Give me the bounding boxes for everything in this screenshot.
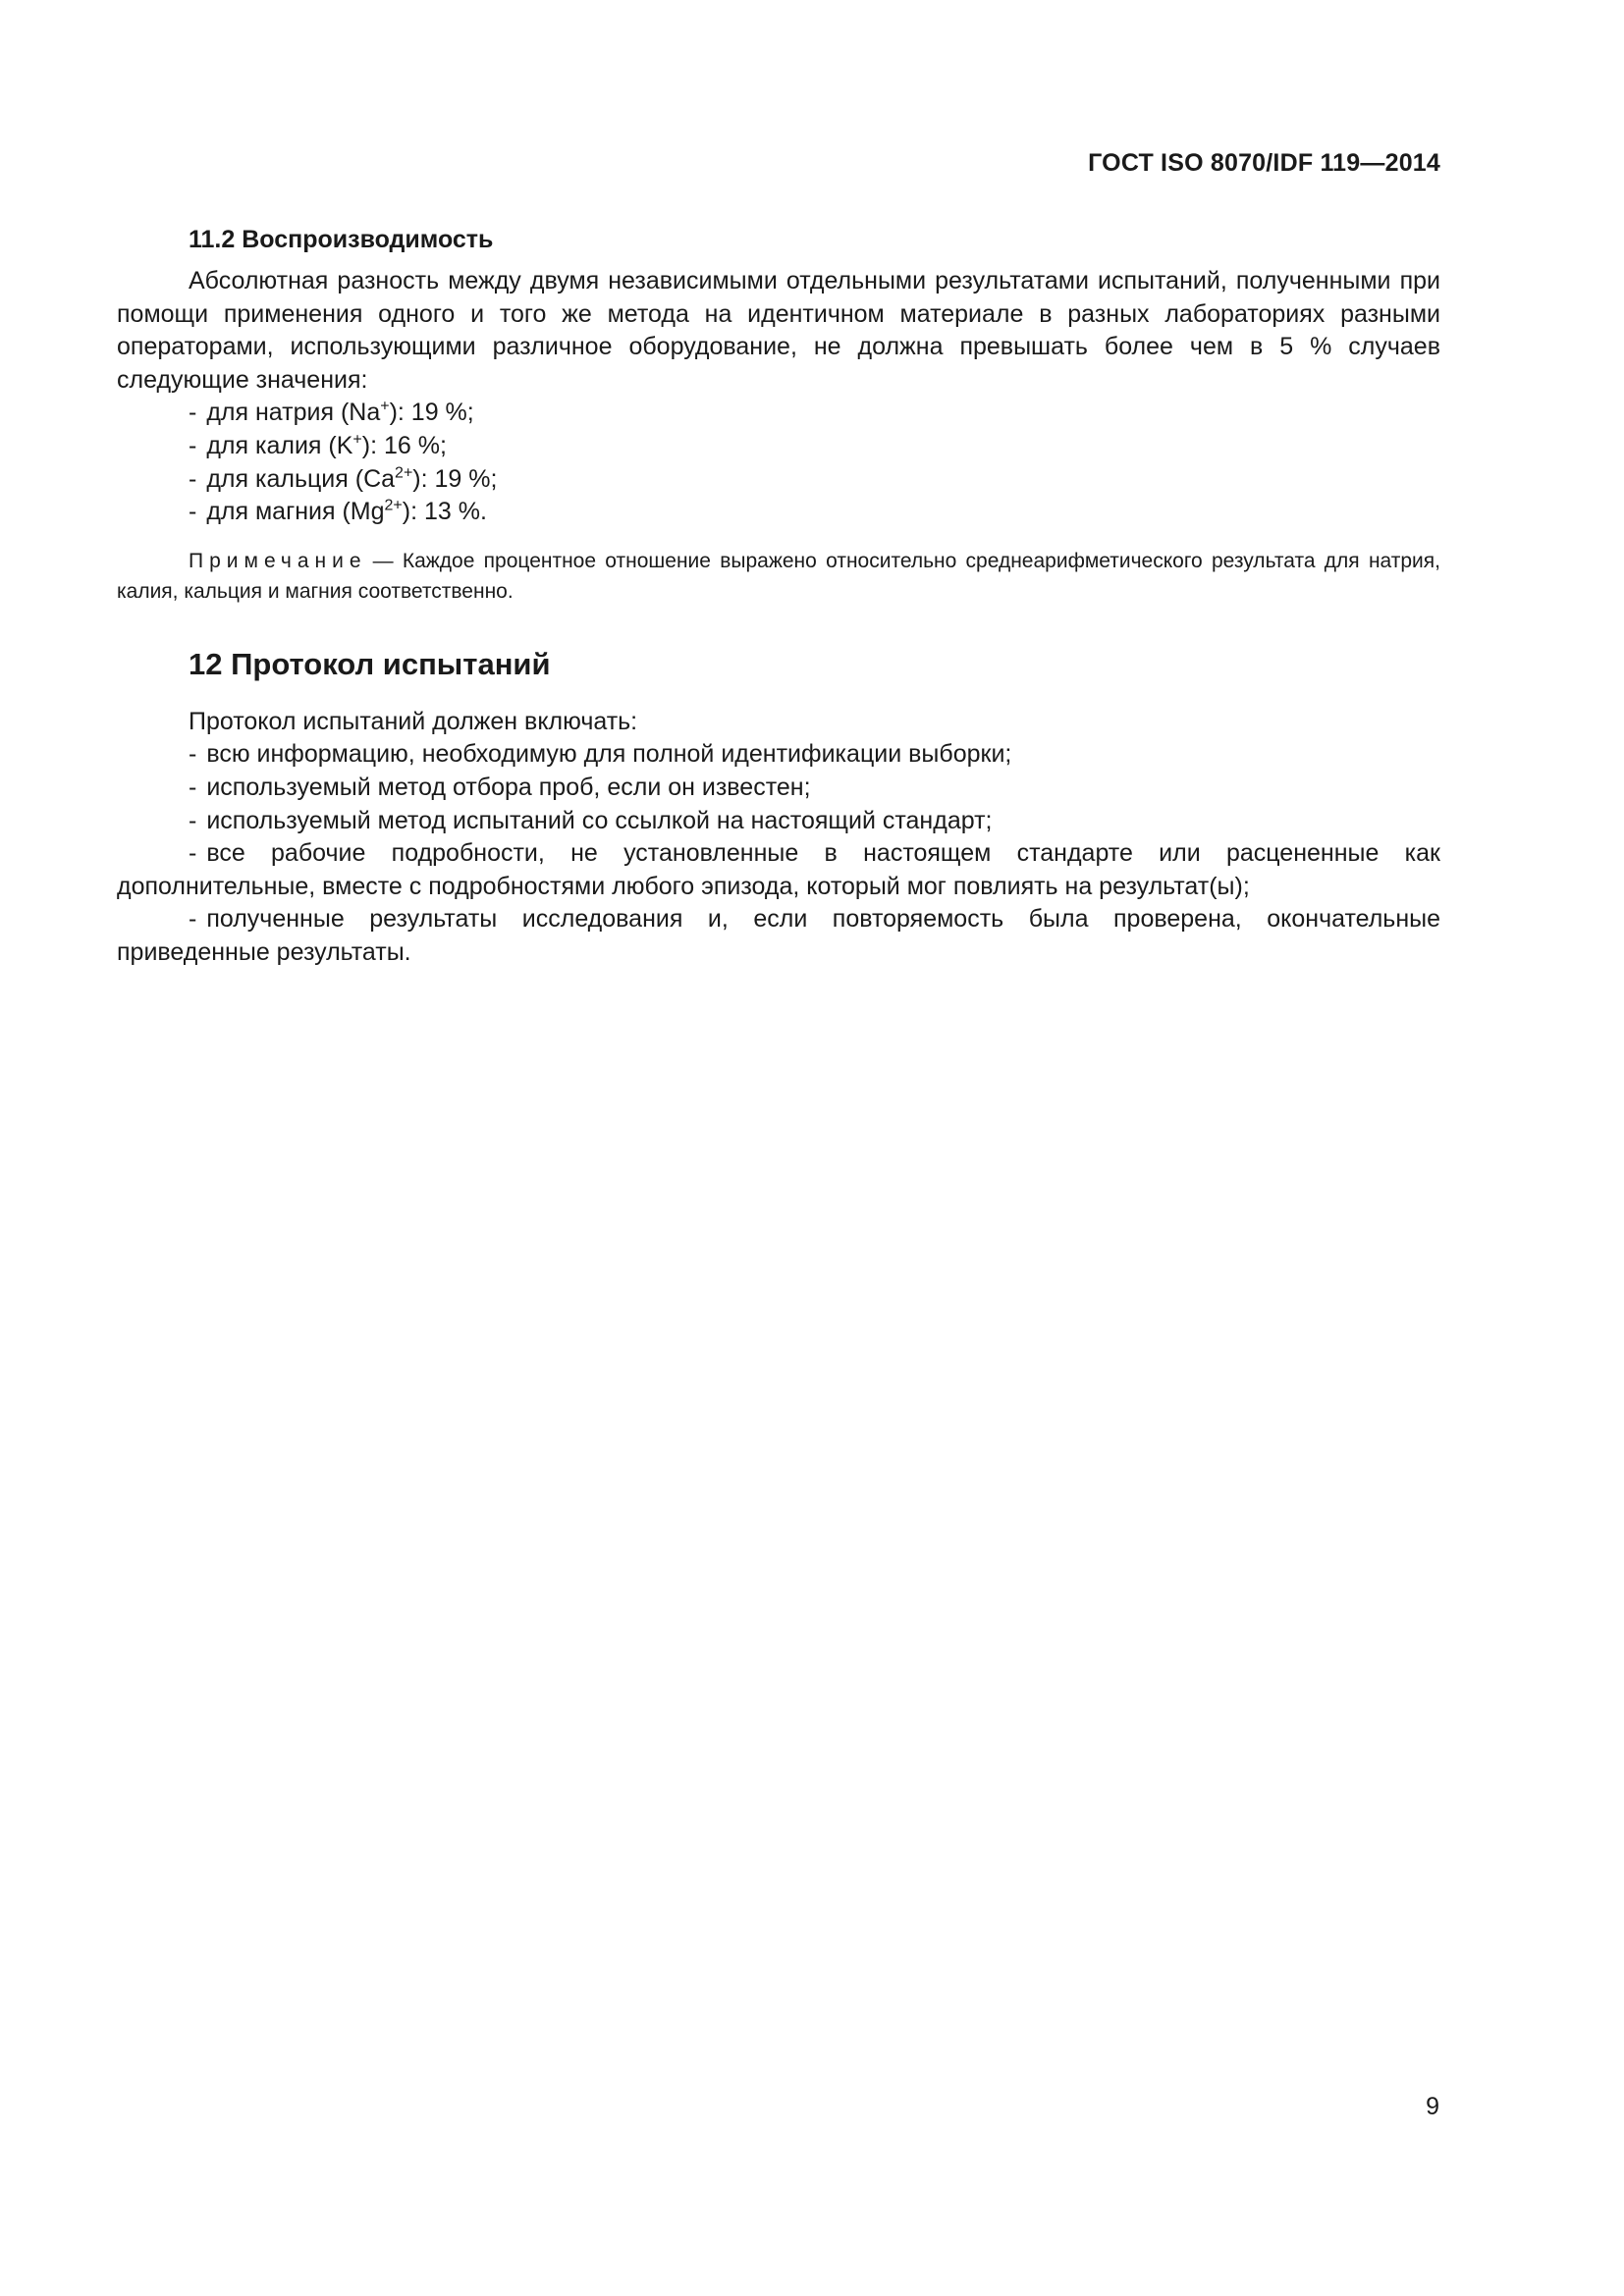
- note-label: Примечание: [189, 549, 367, 572]
- page-number: 9: [1426, 2093, 1439, 2120]
- list-item: - полученные результаты исследования и, если повторяемость была проверена, окончательные приведенные результаты.: [117, 905, 1440, 966]
- section-heading: Протокол испытаний: [231, 646, 551, 681]
- note: [117, 546, 1440, 607]
- section-number: 12: [189, 646, 223, 681]
- section-title: [117, 645, 1440, 684]
- list-item: - используемый метод испытаний со ссылкой на настоящий стандарт;: [189, 806, 993, 834]
- page-content: [117, 224, 1440, 970]
- list-item: - используемый метод отбора проб, если он известен;: [189, 773, 811, 801]
- reproducibility-paragraph: Абсолютная разность между двумя независимыми отдельными результатами испытаний, полученными при помощи применения одного и того же метода на идентичном материале в разных лабораториях разными операторами, использующими различное оборудование, не должна превышать более чем в 5 % случаев следующие значения:: [117, 267, 1440, 394]
- list-item: - для натрия (Na+): 19 %;: [189, 399, 474, 427]
- list-item: - для магния $(Mg^{2+})$: 13 %.: [189, 497, 487, 526]
- subsection-heading: Воспроизводимость: [242, 226, 494, 253]
- list-item: - для калия (K+): 16 %;: [189, 431, 447, 459]
- note-text: — Каждое процентное отношение выражено относительно среднеарифметического результата для натрия, калия, кальция и магния соответственно.: [117, 549, 1440, 603]
- list-item: - для кальция $(Ca^{2+})$: 19 %;: [189, 464, 498, 493]
- subsection-title: [117, 224, 1440, 256]
- subsection-number: 11.2: [189, 226, 236, 253]
- document-header: ГОСТ ISO 8070/IDF 119—2014: [1088, 149, 1440, 177]
- protocol-list: [117, 738, 1440, 969]
- reproducibility-list: [117, 397, 1440, 528]
- protocol-intro: Протокол испытаний должен включать:: [189, 707, 638, 735]
- list-item: - всю информацию, необходимую для полной идентификации выборки;: [189, 740, 1012, 769]
- list-item: - все рабочие подробности, не установленные в настоящем стандарте или расцененные как дополнительные, вместе с подробностями любого эпизода, который мог повлиять на результат(ы);: [117, 839, 1440, 900]
